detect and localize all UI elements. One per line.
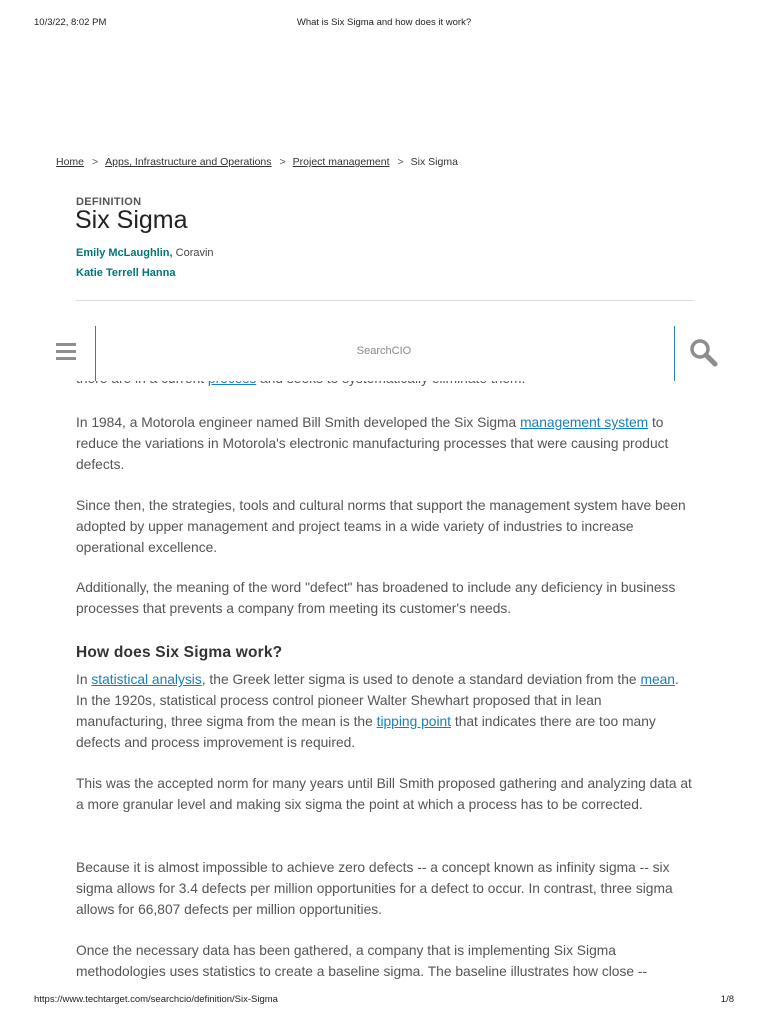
print-title: What is Six Sigma and how does it work? (296, 17, 472, 28)
breadcrumb-separator: > (92, 156, 99, 168)
link-tipping-point[interactable]: tipping point (376, 714, 452, 729)
divider (674, 326, 675, 381)
page-number: 1/8 (720, 994, 734, 1005)
site-name[interactable]: SearchCIO (356, 345, 412, 357)
breadcrumb (56, 156, 458, 168)
link-management-system[interactable]: management system (520, 415, 649, 430)
paragraph: This was the accepted norm for many years until Bill Smith proposed gathering and analyzing data at a more granular level and making six sigma the point at which a process has to be corrected. (76, 776, 692, 812)
paragraph: Additionally, the meaning of the word "defect" has broadened to include any deficiency in business processes that prevents a company from meeting its customer's needs. (76, 580, 676, 616)
paragraph (76, 669, 694, 753)
divider (76, 300, 694, 301)
paragraph: Because it is almost impossible to achieve zero defects -- a concept known as infinity sigma -- six sigma allows for 3.4 defects per million opportunities for a defect to occur. In contrast, three sigma allows for 66,807 defects per million opportunities. (76, 860, 673, 917)
search-icon[interactable] (688, 337, 718, 367)
author-link[interactable]: Emily McLaughlin, (76, 247, 173, 259)
paragraph: Once the necessary data has been gathered, a company that is implementing Six Sigma methodologies uses statistics to create a baseline sigma. The baseline illustrates how close -- (76, 943, 648, 979)
print-header (0, 17, 768, 31)
print-url: https://www.techtarget.com/searchcio/definition/Six-Sigma (34, 994, 278, 1005)
breadcrumb-project-management[interactable]: Project management (292, 156, 390, 168)
paragraph: Since then, the strategies, tools and cultural norms that support the management system have been adopted by upper management and project teams in a wide variety of industries to increase operational excellence. (76, 498, 686, 555)
print-date: 10/3/22, 8:02 PM (34, 17, 107, 28)
sticky-nav-bar (0, 326, 768, 381)
text-run: that indicates there are too many defects and process improvement is required. (76, 714, 656, 750)
text-run: In (76, 672, 92, 687)
paragraph (76, 412, 694, 475)
author-line (76, 267, 175, 279)
text-run: , the Greek letter sigma is used to denote a standard deviation from the (201, 672, 641, 687)
breadcrumb-home[interactable]: Home (56, 156, 85, 168)
breadcrumb-current: Six Sigma (410, 156, 458, 168)
definition-label: DEFINITION (76, 196, 142, 208)
author-org: Coravin (175, 247, 214, 259)
text-run: . In the 1920s, statistical process control pioneer Walter Shewhart proposed that in lean manufacturing, three sigma from the mean is the (76, 672, 679, 729)
breadcrumb-separator: > (397, 156, 404, 168)
link-statistical-analysis[interactable]: statistical analysis (91, 672, 202, 687)
page-title: Six Sigma (75, 206, 188, 234)
text-run: In 1984, a Motorola engineer named Bill Smith developed the Six Sigma (76, 415, 521, 430)
author-line (76, 247, 214, 259)
section-heading: How does Six Sigma work? (76, 644, 283, 661)
link-mean[interactable]: mean (640, 672, 675, 687)
breadcrumb-separator: > (279, 156, 286, 168)
breadcrumb-apps-infrastructure[interactable]: Apps, Infrastructure and Operations (105, 156, 272, 168)
text-run: to reduce the variations in Motorola's electronic manufacturing processes that were causing product defects. (76, 415, 669, 472)
author-link[interactable]: Katie Terrell Hanna (76, 267, 176, 279)
